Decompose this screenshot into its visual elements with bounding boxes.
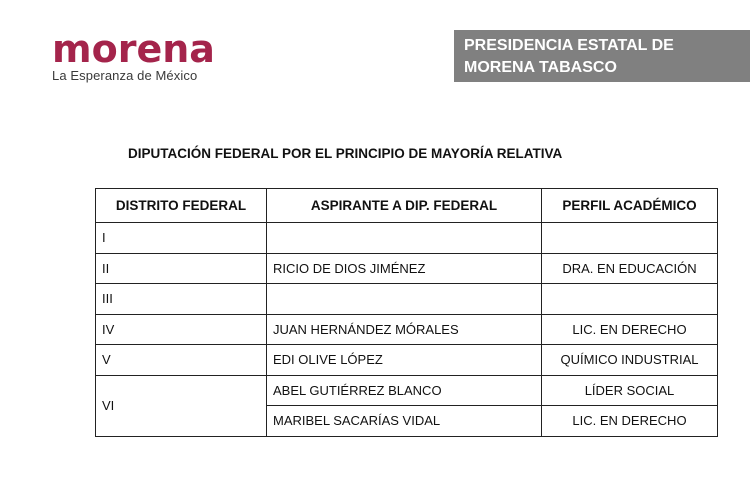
table-header-row — [96, 189, 718, 223]
candidates-table — [95, 188, 718, 437]
profile-cell: QUÍMICO INDUSTRIAL — [542, 345, 718, 376]
table-row — [96, 253, 718, 284]
candidate-cell: ABEL GUTIÉRREZ BLANCO — [267, 375, 542, 406]
logo-wordmark: morena — [52, 27, 215, 71]
header-district: DISTRITO FEDERAL — [96, 189, 267, 223]
candidate-cell: MARIBEL SACARÍAS VIDAL — [267, 406, 542, 437]
office-line-2: MORENA TABASCO — [464, 59, 617, 76]
candidate-cell: EDI OLIVE LÓPEZ — [267, 345, 542, 376]
candidate-cell: JUAN HERNÁNDEZ MÓRALES — [267, 314, 542, 345]
table-row — [96, 314, 718, 345]
profile-cell — [542, 223, 718, 254]
office-header-box — [454, 30, 750, 82]
morena-logo — [52, 27, 215, 83]
table-row — [96, 375, 718, 406]
logo-tagline: La Esperanza de México — [52, 68, 198, 83]
document-title: DIPUTACIÓN FEDERAL POR EL PRINCIPIO DE MAYORÍA RELATIVA — [128, 146, 563, 161]
profile-cell — [542, 284, 718, 315]
district-cell: I — [96, 223, 267, 254]
district-cell: III — [96, 284, 267, 315]
profile-cell: LIC. EN DERECHO — [542, 406, 718, 437]
profile-cell: LÍDER SOCIAL — [542, 375, 718, 406]
table-row — [96, 223, 718, 254]
district-cell: IV — [96, 314, 267, 345]
candidate-cell — [267, 223, 542, 254]
table-row — [96, 345, 718, 376]
table-row — [96, 284, 718, 315]
district-cell: V — [96, 345, 267, 376]
profile-cell: DRA. EN EDUCACIÓN — [542, 253, 718, 284]
district-cell: II — [96, 253, 267, 284]
header-profile: PERFIL ACADÉMICO — [542, 189, 718, 223]
district-cell: VI — [96, 375, 267, 436]
candidate-cell — [267, 284, 542, 315]
candidate-cell: RICIO DE DIOS JIMÉNEZ — [267, 253, 542, 284]
header-candidate: ASPIRANTE A DIP. FEDERAL — [267, 189, 542, 223]
profile-cell: LIC. EN DERECHO — [542, 314, 718, 345]
office-line-1: PRESIDENCIA ESTATAL DE — [464, 37, 674, 54]
